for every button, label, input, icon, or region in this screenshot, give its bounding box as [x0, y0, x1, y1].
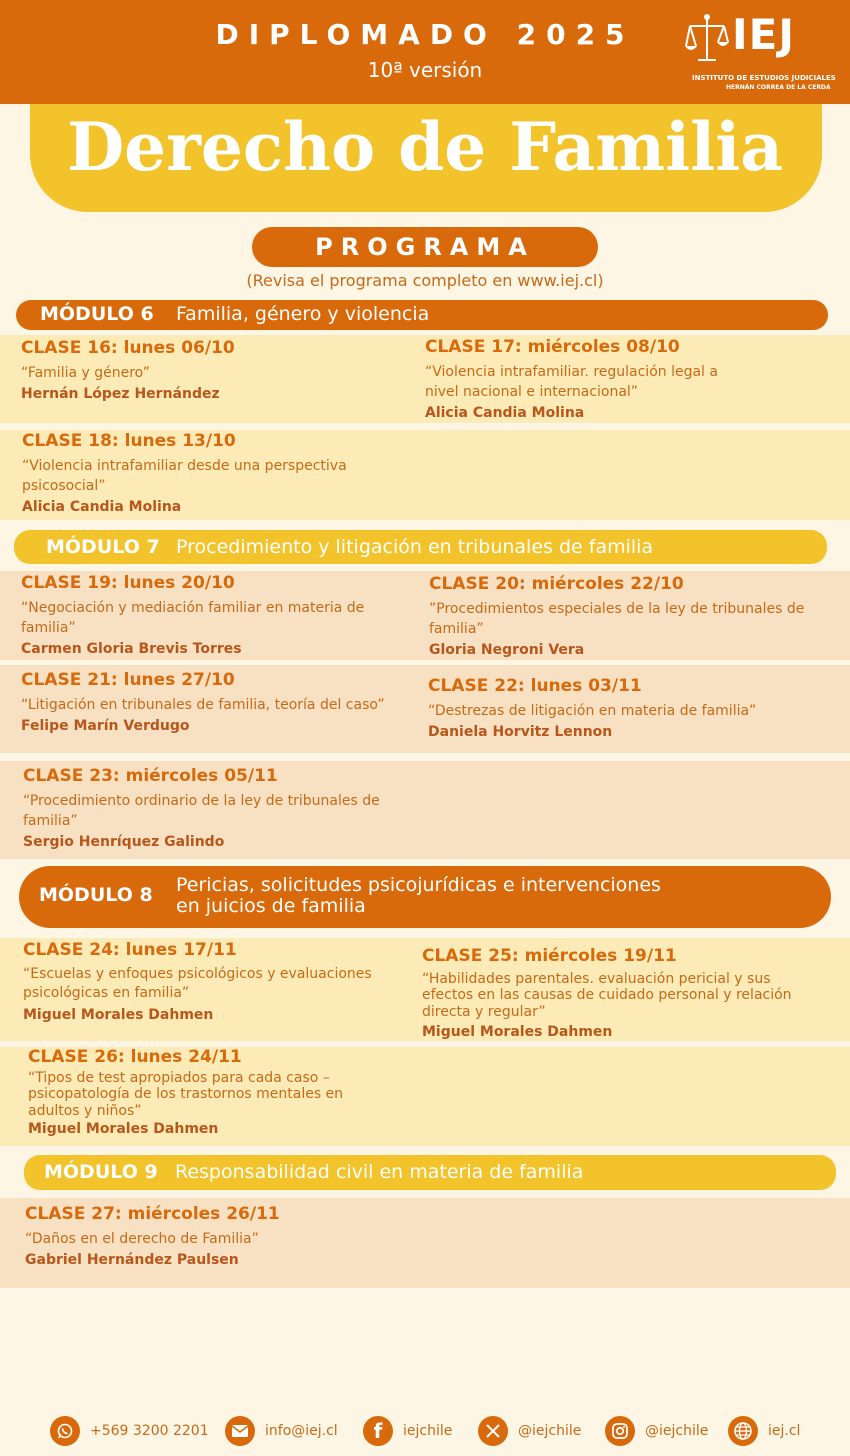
class-header: CLASE 25: miércoles 19/11 [422, 946, 677, 966]
class-header: CLASE 24: lunes 17/11 [23, 940, 237, 960]
module-name-line2: en juicios de familia [176, 895, 366, 917]
class-card-16 [21, 339, 401, 402]
class-professor: Sergio Henríquez Galindo [23, 834, 225, 851]
class-card-25 [422, 947, 822, 1040]
logo-subtitle-name: HERNÁN CORREA DE LA CERDA [726, 84, 831, 91]
class-topic: “Procedimiento ordinario de la ley de tribunales de familia” [23, 792, 380, 829]
class-topic: “Violencia intrafamiliar desde una perspectiva psicosocial” [22, 457, 347, 494]
class-card-26 [28, 1048, 358, 1137]
class-header: CLASE 18: lunes 13/10 [22, 431, 236, 451]
programa-note: (Revisa el programa completo en www.iej.cl) [246, 271, 604, 290]
class-header: CLASE 23: miércoles 05/11 [23, 766, 278, 786]
class-professor: Miguel Morales Dahmen [422, 1023, 613, 1040]
class-header: CLASE 16: lunes 06/10 [21, 338, 235, 358]
footer-text: info@iej.cl [265, 1423, 338, 1439]
class-topic: “Tipos de test apropiados para cada caso – psicopatología de los trastornos mentales en adultos y niños” [28, 1069, 344, 1120]
class-header: CLASE 17: miércoles 08/10 [425, 337, 680, 357]
footer-facebook[interactable] [363, 1414, 452, 1448]
globe-icon [728, 1416, 758, 1446]
class-card-17 [425, 338, 725, 421]
class-professor: Felipe Marín Verdugo [21, 717, 190, 734]
class-card-21 [21, 671, 411, 734]
class-card-18 [22, 432, 352, 515]
class-professor: Daniela Horvitz Lennon [428, 723, 613, 740]
class-professor: Carmen Gloria Brevis Torres [21, 641, 242, 658]
class-card-20 [429, 575, 819, 658]
footer-text: iej.cl [768, 1423, 801, 1439]
class-professor: Alicia Candia Molina [425, 405, 585, 422]
instagram-icon [605, 1416, 635, 1446]
footer-text: +569 3200 2201 [90, 1423, 209, 1439]
mail-icon [225, 1416, 255, 1446]
footer-website[interactable] [728, 1414, 800, 1448]
footer-text: @iejchile [645, 1423, 709, 1439]
footer-phone[interactable] [50, 1414, 209, 1448]
module-number: MÓDULO 9 [44, 1161, 158, 1183]
module-name: Procedimiento y litigación en tribunales de familia [176, 536, 654, 558]
whatsapp-icon [50, 1416, 80, 1446]
class-header: CLASE 27: miércoles 26/11 [25, 1204, 280, 1224]
class-topic: “Habilidades parentales. evaluación pericial y sus efectos en las causas de cuidado personal y relación directa y regular” [422, 970, 792, 1021]
class-topic: “Violencia intrafamiliar. regulación legal a nivel nacional e internacional” [425, 363, 718, 400]
class-topic: “Litigación en tribunales de familia, teoría del caso” [21, 696, 385, 713]
footer-x[interactable] [478, 1414, 581, 1448]
footer-text: @iejchile [518, 1423, 582, 1439]
module-number: MÓDULO 6 [40, 303, 154, 325]
class-card-23 [23, 767, 403, 850]
x-icon [478, 1416, 508, 1446]
class-professor: Miguel Morales Dahmen [23, 1006, 214, 1023]
class-header: CLASE 20: miércoles 22/10 [429, 574, 684, 594]
iej-logo [684, 10, 836, 96]
module-name: Responsabilidad civil en materia de familia [175, 1161, 584, 1183]
footer-instagram[interactable] [605, 1414, 708, 1448]
module-9-banner [24, 1155, 836, 1190]
scales-icon [684, 12, 730, 72]
diplomado-title: DIPLOMADO 2025 [215, 18, 635, 51]
module-6-banner [16, 300, 828, 330]
page-title: Derecho de Familia [66, 108, 784, 186]
programa-badge: PROGRAMA [252, 227, 598, 267]
class-topic: “Negociación y mediación familiar en materia de familia” [21, 599, 365, 636]
class-header: CLASE 22: lunes 03/11 [428, 676, 642, 696]
class-professor: Hernán López Hernández [21, 385, 220, 402]
facebook-icon: f [363, 1416, 393, 1446]
class-professor: Gabriel Hernández Paulsen [25, 1251, 239, 1268]
module-number: MÓDULO 8 [39, 884, 153, 906]
footer-text: iejchile [403, 1423, 453, 1439]
version-label: 10ª versión [367, 58, 483, 82]
class-header: CLASE 19: lunes 20/10 [21, 573, 235, 593]
contact-footer [0, 1414, 850, 1450]
class-professor: Miguel Morales Dahmen [28, 1120, 219, 1137]
logo-subtitle: INSTITUTO DE ESTUDIOS JUDICIALES [692, 74, 836, 82]
module-name-line1: Pericias, solicitudes psicojurídicas e intervenciones [176, 874, 661, 896]
class-topic: “Daños en el derecho de Familia” [25, 1230, 259, 1247]
class-card-27 [25, 1205, 405, 1268]
class-header: CLASE 26: lunes 24/11 [28, 1047, 242, 1067]
footer-email[interactable] [225, 1414, 338, 1448]
logo-wordmark: IEJ [732, 10, 795, 59]
class-card-19 [21, 574, 391, 657]
class-card-22 [428, 677, 818, 740]
module-7-banner [14, 530, 827, 564]
class-topic: ”Procedimientos especiales de la ley de tribunales de familia” [429, 600, 805, 637]
class-topic: “Familia y género” [21, 364, 150, 381]
module-name: Familia, género y violencia [176, 303, 430, 325]
module-number: MÓDULO 7 [46, 536, 160, 558]
module-8-banner [19, 866, 831, 928]
class-topic: “Destrezas de litigación en materia de familia” [428, 702, 757, 719]
class-header: CLASE 21: lunes 27/10 [21, 670, 235, 690]
class-professor: Gloria Negroni Vera [429, 642, 585, 659]
class-card-24 [23, 941, 383, 1023]
class-topic: “Escuelas y enfoques psicológicos y evaluaciones psicológicas en familia” [23, 965, 372, 1002]
class-professor: Alicia Candia Molina [22, 499, 182, 516]
